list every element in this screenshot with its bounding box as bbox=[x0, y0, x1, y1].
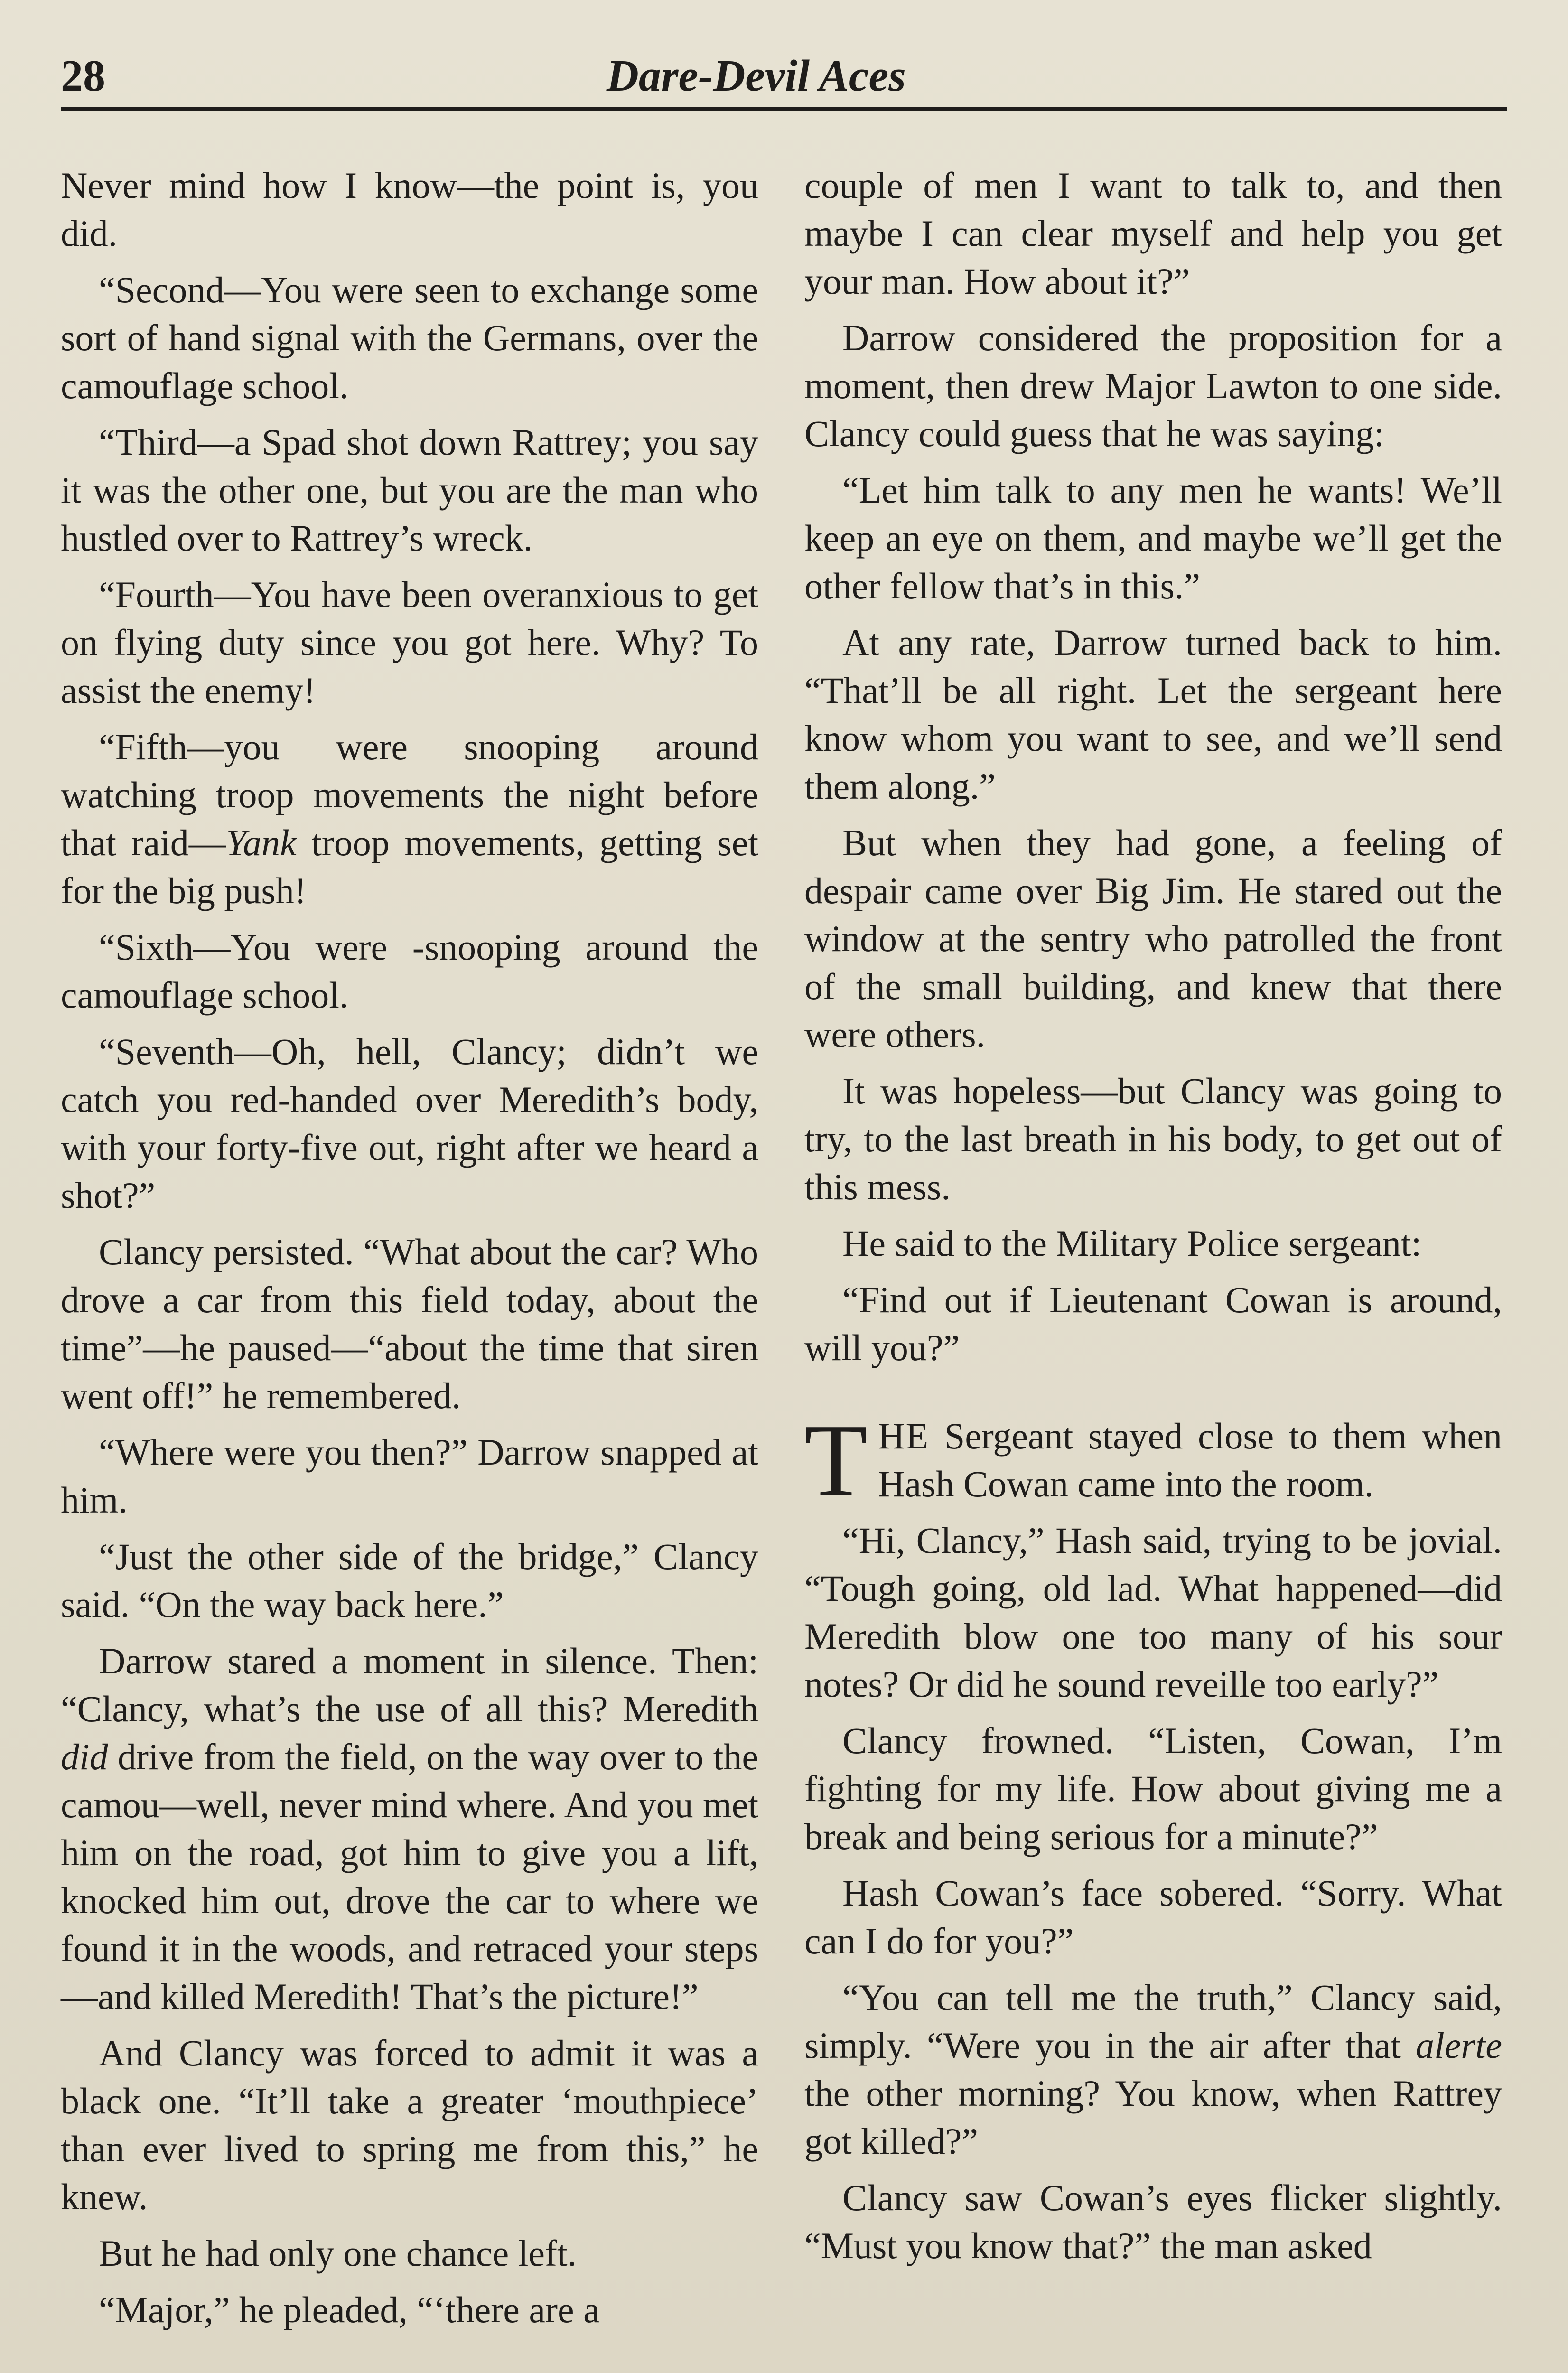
emphasis-alerte: alerte bbox=[1416, 2025, 1502, 2066]
right-column bbox=[804, 161, 1502, 2278]
paragraph: “Second—You were seen to exchange some sort of hand signal with the Germans, over the camouflage school. bbox=[61, 269, 758, 406]
paragraph: “Just the other side of the bridge,” Clancy said. “On the way back here.” bbox=[61, 1536, 758, 1625]
paragraph: “Fourth—You have been overanxious to get on flying duty since you got here. Why? To assist the enemy! bbox=[61, 574, 758, 711]
paragraph: couple of men I want to talk to, and then maybe I can clear myself and help you get your man. How about it?” bbox=[804, 165, 1502, 302]
page-header bbox=[61, 45, 1507, 111]
paragraph: Darrow considered the proposition for a moment, then drew Major Lawton to one side. Clancy could guess that he was saying: bbox=[804, 317, 1502, 454]
paragraph: “Where were you then?” Darrow snapped at him. bbox=[61, 1431, 758, 1521]
paragraph: But he had only one chance left. bbox=[99, 2233, 577, 2274]
paragraph: “Let him talk to any men he wants! We’ll keep an eye on them, and maybe we’ll get the other fellow that’s in this.” bbox=[804, 469, 1502, 607]
section-opening-paragraph bbox=[804, 1403, 1502, 1518]
paragraph bbox=[61, 1637, 758, 2020]
paragraph: But when they had gone, a feeling of despair came over Big Jim. He stared out the window at the sentry who patrolled the front of the small building, and knew that there were others. bbox=[804, 822, 1502, 1055]
running-title: Dare-Devil Aces bbox=[607, 51, 906, 101]
paragraph: “Major,” he pleaded, “‘there are a bbox=[99, 2289, 600, 2330]
left-column bbox=[61, 161, 758, 2342]
paragraph: It was hopeless—but Clancy was going to try, to the last breath in his body, to get out of this mess. bbox=[804, 1070, 1502, 1207]
text-run: “Fifth—you were snooping around watching troop movements the night before that raid— bbox=[61, 726, 758, 863]
paragraph: Clancy saw Cowan’s eyes flicker slightly. “Must you know that?” the man asked bbox=[804, 2177, 1502, 2266]
paragraph: Clancy frowned. “Listen, Cowan, I’m fighting for my life. How about giving me a break and being serious for a minute?” bbox=[804, 1720, 1502, 1857]
text-run: Sergeant stayed close to them when Hash Cowan came into the room. bbox=[878, 1415, 1502, 1504]
paragraph: “Seventh—Oh, hell, Clancy; didn’t we catch you red-handed over Meredith’s body, with your forty-five out, right after we heard a shot?” bbox=[61, 1031, 758, 1216]
paragraph: “Find out if Lieutenant Cowan is around, will you?” bbox=[804, 1279, 1502, 1368]
paragraph: And Clancy was forced to admit it was a black one. “It’ll take a greater ‘mouthpiece’ than ever lived to spring me from this,” he knew. bbox=[61, 2032, 758, 2217]
small-caps-run: HE bbox=[878, 1415, 930, 1457]
text-run: the other morning? You know, when Rattrey got killed?” bbox=[804, 2073, 1502, 2162]
paragraph: At any rate, Darrow turned back to him. “That’ll be all right. Let the sergeant here know whom you want to see, and we’ll send them along.” bbox=[804, 622, 1502, 807]
paragraph: “Third—a Spad shot down Rattrey; you say it was the other one, but you are the man who hustled over to Rattrey’s wreck. bbox=[61, 421, 758, 559]
paragraph: Never mind how I know—the point is, you did. bbox=[61, 165, 758, 254]
emphasis-did: did bbox=[61, 1736, 108, 1777]
drop-cap: T bbox=[804, 1403, 868, 1518]
paragraph: Clancy persisted. “What about the car? Who drove a car from this field today, about the time”—he paused—“about the time that siren went off!” he remembered. bbox=[61, 1231, 758, 1416]
paragraph bbox=[804, 1973, 1502, 2165]
paragraph bbox=[61, 723, 758, 915]
paragraph: Hash Cowan’s face sobered. “Sorry. What can I do for you?” bbox=[804, 1872, 1502, 1962]
text-run: drive from the field, on the way over to the camou—well, never mind where. And you met him on the road, got him to give you a lift, knocked him out, drove the car to where we found it in the woods, and retraced your steps —and killed Meredith! That’s the picture!” bbox=[61, 1736, 758, 2017]
paragraph: “Hi, Clancy,” Hash said, trying to be jovial. “Tough going, old lad. What happened—did Meredith blow one too many of his sour notes? Or did he sound reveille too early?” bbox=[804, 1520, 1502, 1705]
paragraph: He said to the Military Police sergeant: bbox=[842, 1223, 1422, 1264]
text-run: Darrow stared a moment in silence. Then: “Clancy, what’s the use of all this? Meredith bbox=[61, 1640, 758, 1729]
emphasis-yank: Yank bbox=[225, 822, 297, 863]
text-run: “You can tell me the truth,” Clancy said, simply. “Were you in the air after that bbox=[804, 1977, 1502, 2066]
paragraph: “Sixth—You were -snooping around the camouflage school. bbox=[61, 926, 758, 1016]
text-run: troop movements, getting set for the big push! bbox=[61, 822, 758, 911]
page-number: 28 bbox=[61, 51, 105, 101]
